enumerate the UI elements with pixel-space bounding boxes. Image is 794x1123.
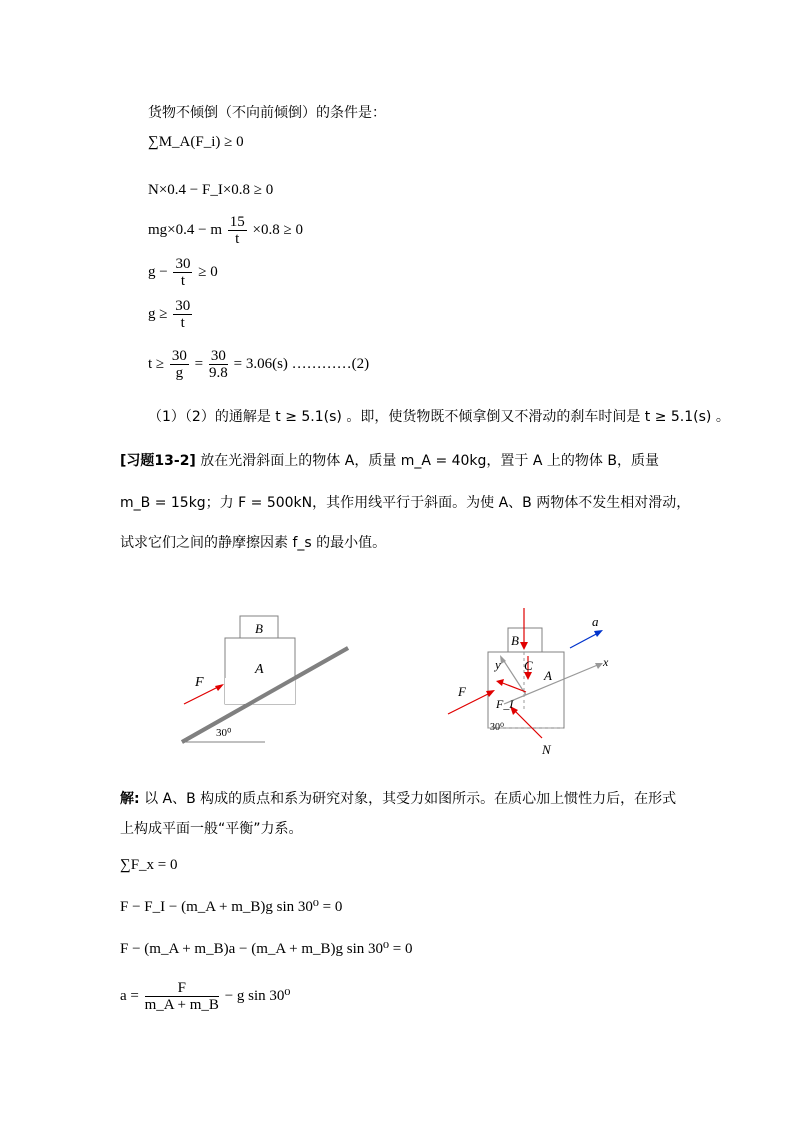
problem-line-3: 试求它们之间的静摩擦因素 f_s 的最小值。 bbox=[120, 535, 387, 551]
force-F-arrowhead bbox=[215, 684, 224, 691]
eq3-numerator: 30 bbox=[175, 256, 191, 272]
problem-tag: [习题13-2] bbox=[120, 453, 196, 469]
fb-label-A: A bbox=[544, 668, 552, 683]
equation-sum-moments: ∑M_A(F_i) ≥ 0 bbox=[148, 134, 244, 150]
condition-title: 货物不倾倒（不向前倾倒）的条件是： bbox=[148, 105, 386, 121]
label-F: F bbox=[195, 675, 204, 690]
accel-a-arrowhead bbox=[594, 630, 603, 637]
eq3-fraction bbox=[173, 256, 192, 289]
solution-line-1 bbox=[120, 790, 676, 808]
eq5-numerator-2: 30 bbox=[210, 348, 226, 364]
equation-5 bbox=[148, 348, 369, 381]
eq2-denominator: t bbox=[235, 231, 240, 247]
eq4-numerator: 30 bbox=[175, 298, 191, 314]
eq5-denominator-1: g bbox=[175, 365, 184, 381]
eq5-left: t ≥ bbox=[148, 355, 165, 372]
fb-label-N: N bbox=[542, 742, 551, 757]
eq9-left: a = bbox=[120, 987, 139, 1004]
eq4-left: g ≥ bbox=[148, 305, 168, 322]
fb-force-F-arrow bbox=[448, 692, 492, 714]
fb-label-a: a bbox=[592, 614, 599, 629]
equation-2 bbox=[148, 214, 303, 247]
equation-4 bbox=[148, 298, 194, 331]
label-A: A bbox=[255, 662, 264, 677]
label-B: B bbox=[255, 621, 263, 636]
eq2-numerator: 15 bbox=[229, 214, 245, 230]
eq3-right: ≥ 0 bbox=[198, 263, 218, 280]
eq5-numerator-1: 30 bbox=[171, 348, 187, 364]
solution-tag: 解: bbox=[120, 791, 140, 807]
eq9-denominator: m_A + m_B bbox=[144, 997, 219, 1013]
figure-incline-left bbox=[160, 600, 360, 750]
eq9-fraction bbox=[145, 980, 219, 1013]
fb-label-x: x bbox=[603, 655, 609, 669]
figure-freebody-right bbox=[440, 600, 640, 765]
eq2-fraction bbox=[228, 214, 247, 247]
eq5-right: = 3.06(s) …………(2) bbox=[233, 355, 370, 372]
eq9-right: − g sin 30⁰ bbox=[224, 987, 291, 1004]
label-angle: 30⁰ bbox=[216, 727, 232, 739]
problem-line-1 bbox=[120, 452, 659, 470]
equation-7: F − F_I − (m_A + m_B)g sin 30⁰ = 0 bbox=[120, 899, 343, 915]
equation-9 bbox=[120, 980, 290, 1013]
solution-text-1: 以 A、B 构成的质点和系为研究对象，其受力如图所示。在质心加上惯性力后，在形式 bbox=[144, 791, 677, 807]
equation-8: F − (m_A + m_B)a − (m_A + m_B)g sin 30⁰ = 0 bbox=[120, 941, 413, 957]
eq5-denominator-2: 9.8 bbox=[209, 365, 228, 381]
eq5-fraction-2 bbox=[209, 348, 228, 381]
equation-6: ∑F_x = 0 bbox=[120, 857, 178, 873]
eq3-denominator: t bbox=[180, 273, 186, 289]
equation-3 bbox=[148, 256, 218, 289]
eq2-right: ×0.8 ≥ 0 bbox=[252, 221, 303, 238]
solution-line-2: 上构成平面一般“平衡”力系。 bbox=[120, 821, 303, 837]
eq4-fraction bbox=[173, 298, 192, 331]
eq3-left: g − bbox=[148, 263, 168, 280]
fb-label-angle: 30⁰ bbox=[490, 722, 505, 733]
eq9-numerator: F bbox=[145, 980, 219, 997]
eq4-denominator: t bbox=[180, 315, 185, 331]
fb-label-C: C bbox=[524, 658, 533, 673]
eq2-left: mg×0.4 − m bbox=[148, 221, 223, 238]
general-solution: （1）（2）的通解是 t ≥ 5.1(s) 。即，使货物既不倾拿倒又不滑动的刹车时间是 t ≥ 5.1(s) 。 bbox=[148, 409, 730, 425]
problem-line-2: m_B = 15kg；力 F = 500kN，其作用线平行于斜面。为使 A、B 两物体不发生相对滑动， bbox=[120, 495, 691, 511]
fb-label-FI: F_I bbox=[496, 697, 514, 711]
eq5-fraction-1 bbox=[170, 348, 189, 381]
accel-a-arrow bbox=[570, 632, 600, 648]
problem-text-1: 放在光滑斜面上的物体 A，质量 m_A = 40kg，置于 A 上的物体 B，质量 bbox=[200, 453, 659, 469]
fb-label-y: y bbox=[495, 657, 501, 672]
eq5-equals: = bbox=[194, 355, 204, 372]
equation-1: N×0.4 − F_I×0.8 ≥ 0 bbox=[148, 182, 274, 198]
fb-label-F: F bbox=[458, 684, 466, 699]
fb-label-B: B bbox=[511, 633, 519, 648]
